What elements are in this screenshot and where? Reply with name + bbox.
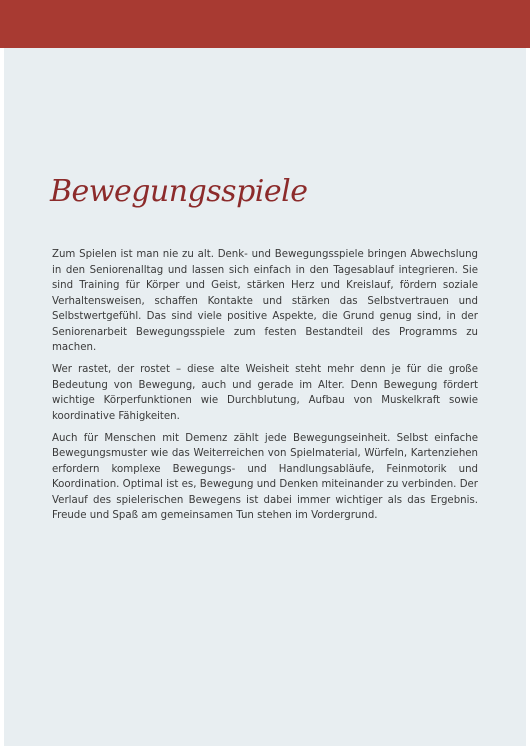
header-band [0, 0, 530, 48]
paragraph-1: Zum Spielen ist man nie zu alt. Denk- und Bewegungsspiele bringen Abwechslung in den Seniorenalltag und lassen sich einfach in den Tagesablauf integrieren. Sie sind Training für Körper und Geist, stärken Herz und Kreislauf, fördern soziale Verhaltensweisen, schaffen Kontakte und stärken das Selbstvertrauen und Selbstwertgefühl. Das sind viele positive Aspekte, die Grund genug sind, in der Seniorenarbeit Bewegungsspiele zum festen Bestandteil des Programms zu machen. [52, 249, 478, 353]
paragraph-3: Auch für Menschen mit Demenz zählt jede Bewegungseinheit. Selbst einfache Bewegungsmuster wie das Weiterreichen von Spielmaterial, Würfeln, Kartenziehen erfordern komplexe Bewegungs- und Handlungsabläufe, Feinmotorik und Koordination. Optimal ist es, Bewegung und Denken miteinander zu verbinden. Der Verlauf des spielerischen Bewegens ist dabei immer wichtiger als das Ergebnis. Freude und Spaß am gemeinsamen Tun stehen im Vordergrund. [52, 432, 478, 521]
page-title: Bewegungsspiele [50, 174, 308, 209]
paragraph-2: Wer rastet, der rostet – diese alte Weisheit steht mehr denn je für die große Bedeutung von Bewegung, auch und gerade im Alter. Denn Bewegung fördert wichtige Körperfunktionen wie Durchblutung, Aufbau von Muskelkraft sowie koordinative Fähigkeiten. [52, 364, 478, 422]
body-text [52, 247, 478, 530]
